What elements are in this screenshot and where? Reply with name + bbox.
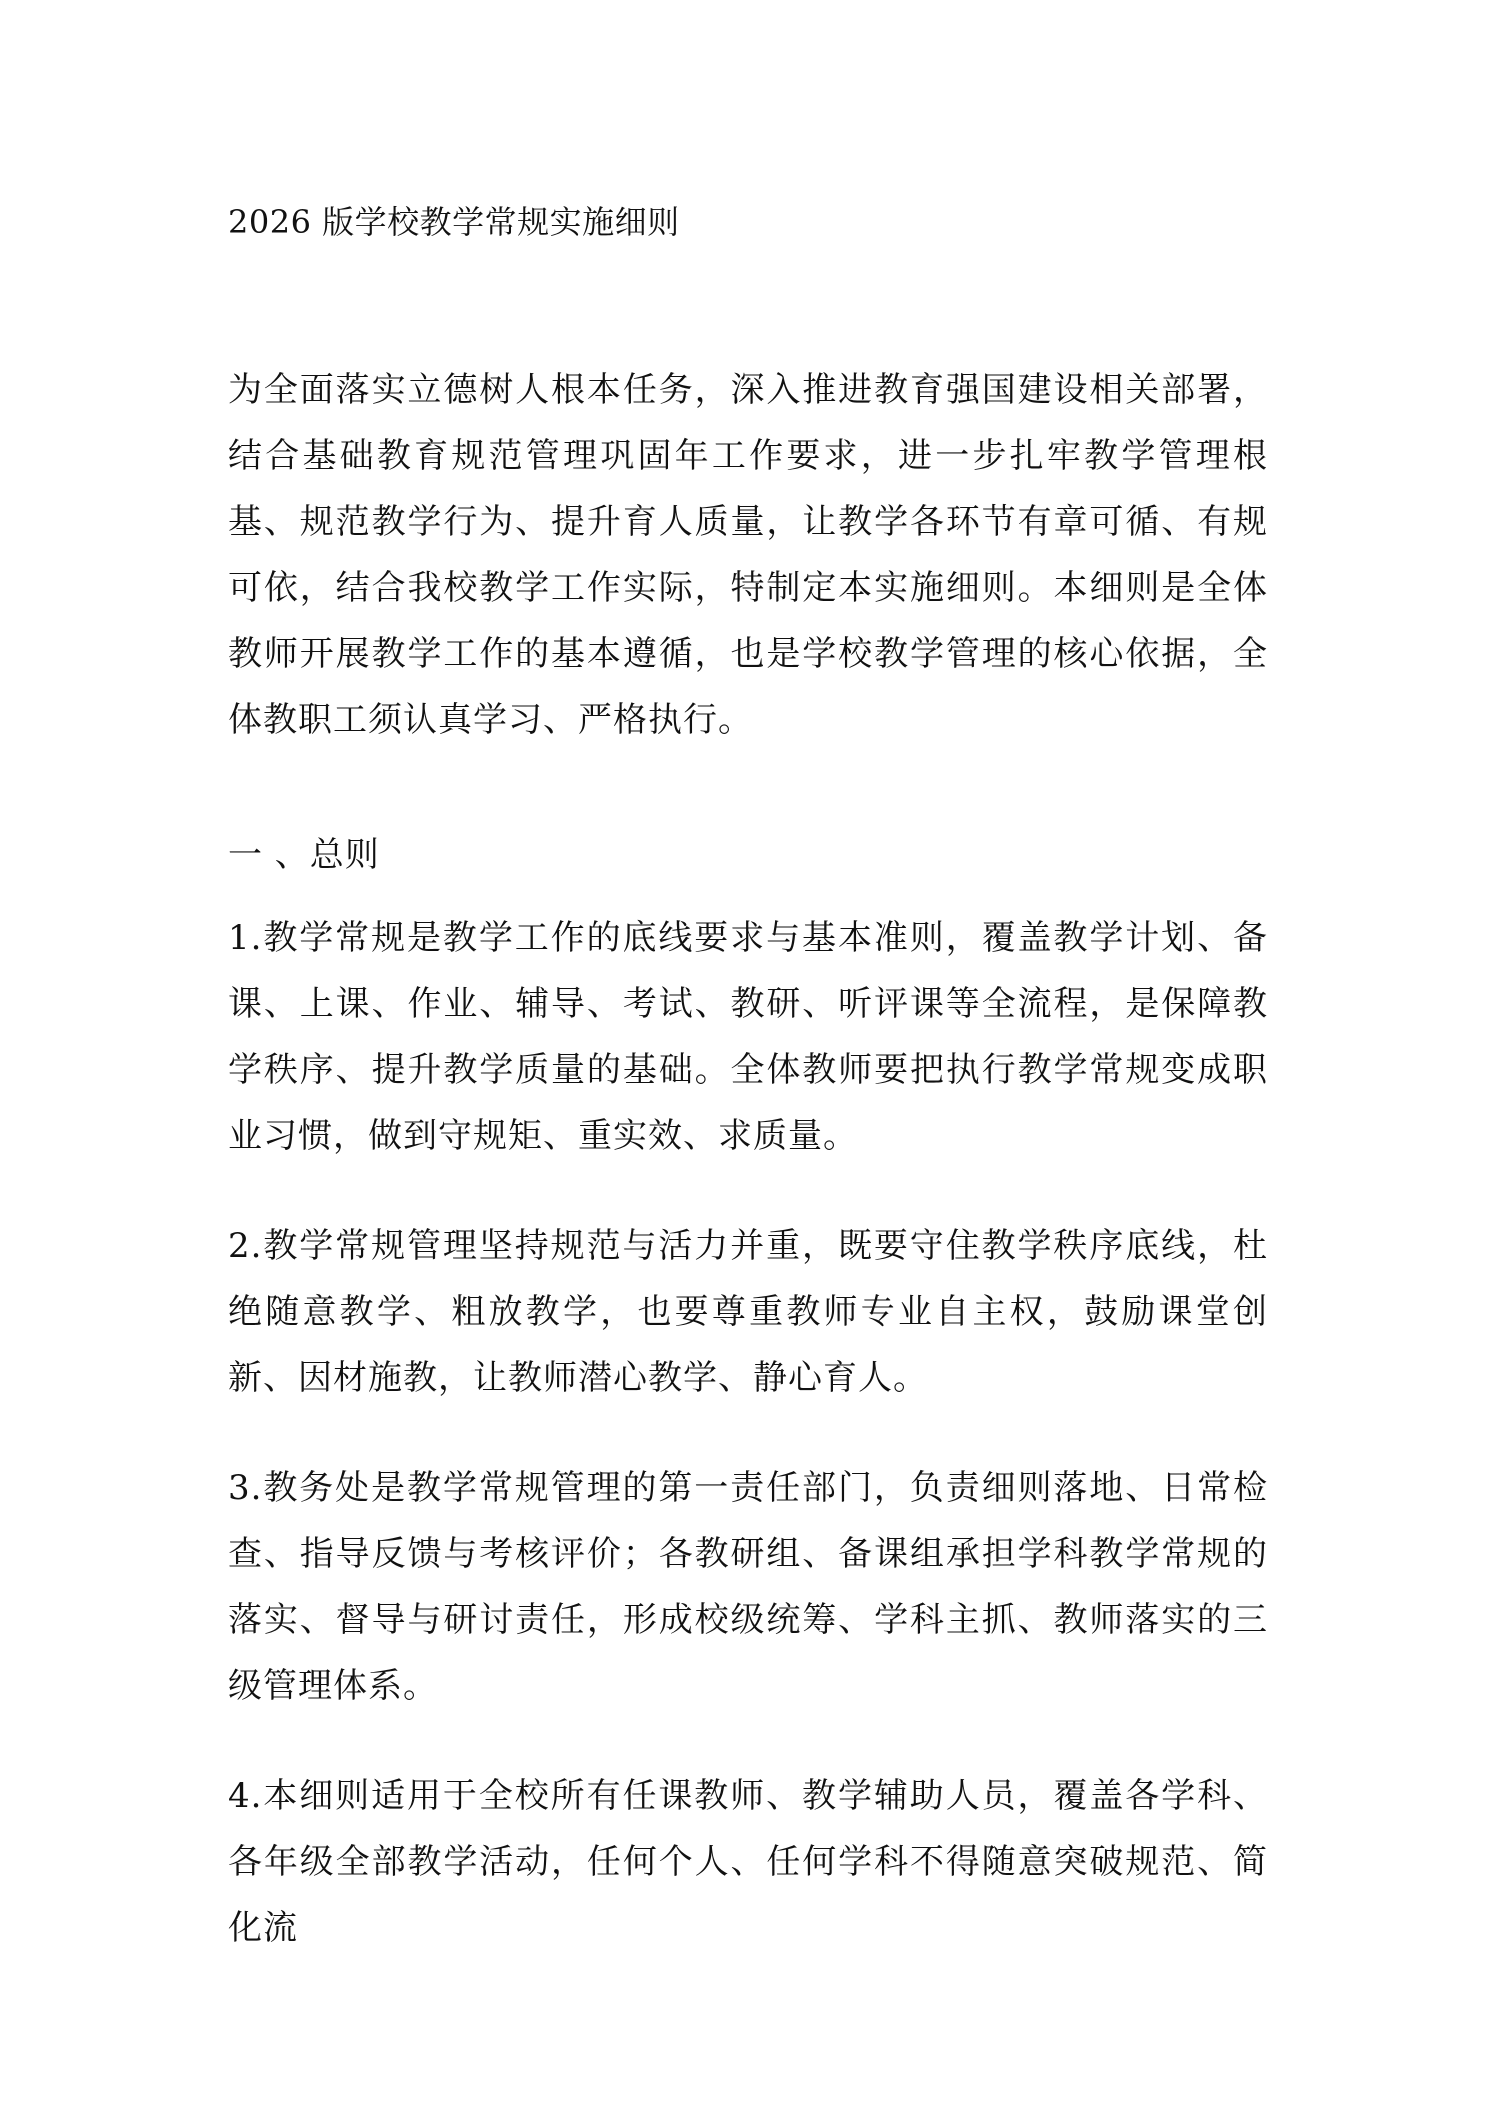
section-heading: 一 、总则 — [228, 835, 380, 875]
clause-paragraph: 4.本细则适用于全校所有任课教师、教学辅助人员，覆盖各学科、各年级全部教学活动，任何个人、任何学科不得随意突破规范、简化流 — [228, 1776, 1268, 1948]
intro-paragraph: 为全面落实立德树人根本任务，深入推进教育强国建设相关部署，结合基础教育规范管理巩固年工作要求，进一步扎牢教学管理根基、规范教学行为、提升育人质量，让教学各环节有章可循、有规可依，结合我校教学工作实际，特制定本实施细则。本细则是全体教师开展教学工作的基本遵循，也是学校教学管理的核心依据，全体教职工须认真学习、严格执行。 — [228, 370, 1268, 740]
document-title: 2026 版学校教学常规实施细则 — [228, 203, 680, 241]
clause-paragraph: 2.教学常规管理坚持规范与活力并重，既要守住教学秩序底线，杜绝随意教学、粗放教学，也要尊重教师专业自主权，鼓励课堂创新、因材施教，让教师潜心教学、静心育人。 — [228, 1226, 1268, 1398]
clause-paragraph: 1.教学常规是教学工作的底线要求与基本准则，覆盖教学计划、备课、上课、作业、辅导、考试、教研、听评课等全流程，是保障教学秩序、提升教学质量的基础。全体教师要把执行教学常规变成职业习惯，做到守规矩、重实效、求质量。 — [228, 918, 1268, 1156]
clause-paragraph: 3.教务处是教学常规管理的第一责任部门，负责细则落地、日常检查、指导反馈与考核评价；各教研组、备课组承担学科教学常规的落实、督导与研讨责任，形成校级统筹、学科主抓、教师落实的三级管理体系。 — [228, 1468, 1268, 1706]
